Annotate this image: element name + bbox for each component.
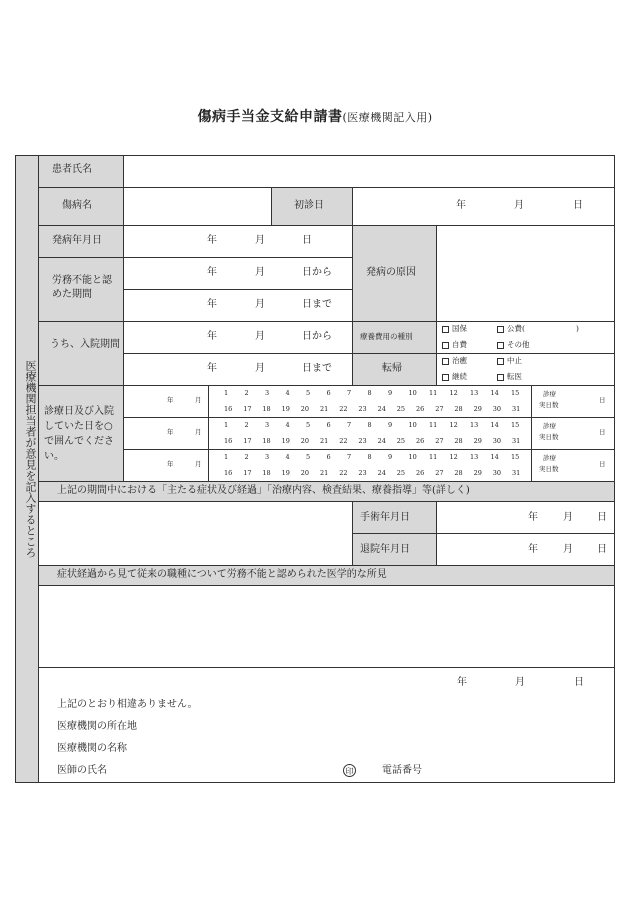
calendar-day[interactable]: 26 bbox=[416, 405, 425, 413]
calendar-day[interactable]: 13 bbox=[470, 421, 479, 429]
calendar-year: 年 bbox=[167, 428, 174, 436]
phone-field[interactable] bbox=[440, 761, 600, 779]
confirm-statement: 上記のとおり相違ありません。 bbox=[57, 699, 198, 710]
cert-day: 日 bbox=[574, 677, 584, 688]
medical-opinion-header: 症状経過から見て従来の職種について労務不能と認められた医学的な所見 bbox=[57, 569, 387, 580]
hospital-from-year: 年 bbox=[207, 331, 217, 342]
calendar-month: 月 bbox=[195, 460, 202, 468]
visit-dates-label: 診療日及び入院していた日を○で囲んでください。 bbox=[44, 406, 114, 462]
hospital-period-label: うち、入院期間 bbox=[50, 339, 120, 350]
calendar-day[interactable]: 20 bbox=[300, 405, 310, 413]
fee-public-close: ) bbox=[576, 324, 579, 333]
hospital-from-day: 日から bbox=[302, 331, 332, 342]
calendar-day[interactable]: 14 bbox=[490, 389, 499, 397]
calendar-day[interactable]: 15 bbox=[511, 389, 520, 397]
fee-type-label: 療養費用の種別 bbox=[360, 332, 413, 341]
incapacity-from-year: 年 bbox=[207, 267, 217, 278]
institution-name-field[interactable] bbox=[160, 739, 600, 757]
calendar-day[interactable]: 15 bbox=[511, 421, 520, 429]
surgery-year: 年 bbox=[528, 512, 538, 523]
calendar-day[interactable]: 1 bbox=[224, 389, 229, 397]
calendar-day[interactable]: 24 bbox=[377, 437, 386, 445]
calendar-day[interactable]: 4 bbox=[285, 389, 290, 397]
calendar-day[interactable]: 15 bbox=[511, 453, 520, 461]
calendar-day[interactable]: 6 bbox=[326, 389, 331, 397]
calendar-month: 月 bbox=[195, 396, 202, 404]
calendar-day[interactable]: 18 bbox=[262, 405, 271, 413]
side-label: 医療機関担当者が意見を記入するところ bbox=[24, 360, 37, 558]
calendar-day[interactable]: 1 bbox=[224, 421, 229, 429]
vline bbox=[38, 155, 39, 783]
calendar-day[interactable]: 3 bbox=[265, 389, 270, 397]
calendar-day[interactable]: 18 bbox=[262, 469, 271, 477]
medical-opinion-field[interactable] bbox=[39, 586, 614, 666]
calendar-day[interactable]: 23 bbox=[358, 437, 367, 445]
first-visit-year: 年 bbox=[456, 200, 466, 211]
calendar-year: 年 bbox=[167, 396, 174, 404]
discharge-date-field[interactable] bbox=[437, 534, 614, 564]
calendar-day[interactable]: 27 bbox=[435, 405, 444, 413]
calendar-day[interactable]: 2 bbox=[244, 453, 249, 461]
phone-label: 電話番号 bbox=[382, 765, 422, 776]
calendar-day[interactable]: 10 bbox=[408, 453, 417, 461]
calendar-day[interactable]: 31 bbox=[512, 469, 521, 477]
calendar-day[interactable]: 28 bbox=[454, 405, 463, 413]
incapacity-from-day: 日から bbox=[302, 267, 332, 278]
institution-location-label: 医療機関の所在地 bbox=[57, 721, 137, 732]
calendar-day[interactable]: 7 bbox=[347, 421, 352, 429]
onset-day: 日 bbox=[302, 235, 312, 246]
calendar-day[interactable]: 2 bbox=[244, 421, 249, 429]
incapacity-until-year: 年 bbox=[207, 299, 217, 310]
outcome-option-label: 中止 bbox=[507, 356, 522, 365]
fee-option-self[interactable] bbox=[442, 341, 467, 349]
calendar-row bbox=[123, 449, 615, 481]
calendar-day[interactable]: 28 bbox=[454, 469, 463, 477]
calendar-day[interactable]: 21 bbox=[320, 437, 329, 445]
calendar-day[interactable]: 29 bbox=[473, 405, 482, 413]
symptoms-field[interactable] bbox=[39, 502, 351, 564]
surgery-day: 日 bbox=[597, 512, 607, 523]
fee-option-label: 公費( bbox=[507, 324, 525, 333]
hospital-until-day: 日まで bbox=[302, 363, 332, 374]
fee-option-label: 自費 bbox=[452, 340, 467, 349]
calendar-day[interactable]: 12 bbox=[449, 421, 458, 429]
discharge-date-label: 退院年月日 bbox=[360, 544, 410, 555]
calendar-day[interactable]: 5 bbox=[306, 453, 311, 461]
calendar-day[interactable]: 16 bbox=[224, 437, 233, 445]
outcome-option-label: 継続 bbox=[452, 372, 467, 381]
hline bbox=[38, 565, 615, 566]
incapacity-until-day: 日まで bbox=[302, 299, 332, 310]
calendar-day[interactable]: 26 bbox=[416, 469, 425, 477]
calendar-day[interactable]: 4 bbox=[285, 453, 290, 461]
surgery-month: 月 bbox=[563, 512, 573, 523]
hline bbox=[38, 481, 615, 482]
fee-option-public[interactable] bbox=[497, 325, 525, 333]
calendar-day[interactable]: 17 bbox=[243, 437, 252, 445]
calendar-day[interactable]: 25 bbox=[396, 437, 406, 445]
outcome-option-cured[interactable] bbox=[442, 357, 467, 365]
institution-name-label: 医療機関の名称 bbox=[57, 743, 127, 754]
disease-name-field[interactable] bbox=[124, 188, 270, 224]
incapacity-from-month: 月 bbox=[255, 267, 265, 278]
calendar-day[interactable]: 19 bbox=[281, 405, 290, 413]
outcome-option-transfer[interactable] bbox=[497, 373, 522, 381]
calendar-day[interactable]: 6 bbox=[326, 421, 331, 429]
calendar-day[interactable]: 16 bbox=[224, 405, 233, 413]
checkbox-icon bbox=[442, 374, 449, 381]
visit-days-unit: 日 bbox=[599, 428, 606, 436]
first-visit-label: 初診日 bbox=[294, 200, 324, 211]
calendar-day[interactable]: 22 bbox=[339, 469, 348, 477]
calendar-day[interactable]: 11 bbox=[429, 453, 438, 461]
form-title-main: 傷病手当金支給申請書 bbox=[197, 109, 343, 125]
checkbox-icon bbox=[497, 326, 504, 333]
hline bbox=[38, 667, 615, 668]
calendar-day[interactable]: 12 bbox=[449, 453, 458, 461]
patient-name-label: 患者氏名 bbox=[52, 164, 92, 175]
calendar-day[interactable]: 14 bbox=[490, 421, 499, 429]
calendar-day[interactable]: 25 bbox=[396, 405, 406, 413]
cause-field[interactable] bbox=[437, 226, 614, 320]
calendar-day[interactable]: 8 bbox=[367, 389, 372, 397]
calendar-day[interactable]: 9 bbox=[388, 389, 393, 397]
outcome-option-continuing[interactable] bbox=[442, 373, 467, 381]
hospital-until-month: 月 bbox=[255, 363, 265, 374]
fee-option-other[interactable] bbox=[497, 341, 530, 349]
calendar-day[interactable]: 3 bbox=[265, 453, 270, 461]
calendar-day[interactable]: 30 bbox=[492, 405, 502, 413]
calendar-day[interactable]: 18 bbox=[262, 437, 271, 445]
calendar-day[interactable]: 29 bbox=[473, 469, 482, 477]
calendar-day[interactable]: 21 bbox=[320, 469, 329, 477]
calendar-day[interactable]: 30 bbox=[492, 437, 502, 445]
calendar-day[interactable]: 5 bbox=[306, 389, 311, 397]
surgery-date-field[interactable] bbox=[437, 502, 614, 532]
calendar-day[interactable]: 31 bbox=[512, 405, 521, 413]
disease-name-label: 傷病名 bbox=[62, 200, 92, 211]
calendar-day[interactable]: 11 bbox=[429, 389, 438, 397]
calendar-day[interactable]: 20 bbox=[300, 437, 310, 445]
calendar-day[interactable]: 20 bbox=[300, 469, 310, 477]
onset-month: 月 bbox=[255, 235, 265, 246]
onset-date-field[interactable] bbox=[124, 226, 351, 256]
calendar-day[interactable]: 9 bbox=[388, 453, 393, 461]
fee-option-label: その他 bbox=[507, 340, 530, 349]
calendar-day[interactable]: 1 bbox=[224, 453, 229, 461]
calendar-day[interactable]: 23 bbox=[358, 469, 367, 477]
hospital-from-month: 月 bbox=[255, 331, 265, 342]
calendar-day[interactable]: 14 bbox=[490, 453, 499, 461]
first-visit-day: 日 bbox=[573, 200, 583, 211]
discharge-month: 月 bbox=[563, 544, 573, 555]
visit-days-top: 診療 bbox=[543, 422, 556, 430]
calendar-day[interactable]: 27 bbox=[435, 469, 444, 477]
calendar-day[interactable]: 28 bbox=[454, 437, 463, 445]
form-subtitle: (医療機関記入用) bbox=[342, 111, 433, 124]
visit-days-bottom: 実日数 bbox=[539, 401, 559, 409]
checkbox-icon bbox=[442, 358, 449, 365]
calendar-day[interactable]: 30 bbox=[492, 469, 502, 477]
calendar-day[interactable]: 27 bbox=[435, 437, 444, 445]
calendar-day[interactable]: 3 bbox=[265, 421, 270, 429]
visit-days-bottom: 実日数 bbox=[539, 465, 559, 473]
discharge-day: 日 bbox=[597, 544, 607, 555]
outcome-label: 転帰 bbox=[382, 363, 402, 374]
calendar-day[interactable]: 10 bbox=[408, 389, 417, 397]
calendar-day[interactable]: 7 bbox=[347, 389, 352, 397]
calendar-row bbox=[123, 385, 615, 417]
calendar-day[interactable]: 8 bbox=[367, 421, 372, 429]
vline bbox=[271, 187, 272, 225]
cert-month: 月 bbox=[515, 677, 525, 688]
doctor-name-label: 医師の氏名 bbox=[57, 765, 107, 776]
calendar-day[interactable]: 9 bbox=[388, 421, 393, 429]
calendar-day[interactable]: 31 bbox=[512, 437, 521, 445]
calendar-day[interactable]: 2 bbox=[244, 389, 249, 397]
symptoms-header: 上記の期間中における「主たる症状及び経過」「治療内容、検査結果、療養指導」等(詳しく) bbox=[57, 485, 470, 496]
outcome-option-label: 転医 bbox=[507, 372, 522, 381]
calendar-day[interactable]: 8 bbox=[367, 453, 372, 461]
checkbox-icon bbox=[442, 342, 449, 349]
onset-date-label: 発病年月日 bbox=[52, 235, 102, 246]
doctor-name-field[interactable] bbox=[160, 761, 340, 779]
calendar-month: 月 bbox=[195, 428, 202, 436]
calendar-day[interactable]: 19 bbox=[281, 469, 290, 477]
calendar-day[interactable]: 22 bbox=[339, 405, 348, 413]
fee-option-label: 国保 bbox=[452, 324, 467, 333]
calendar-row bbox=[123, 417, 615, 449]
cert-year: 年 bbox=[457, 677, 467, 688]
cause-label: 発病の原因 bbox=[366, 267, 416, 278]
surgery-date-label: 手術年月日 bbox=[360, 512, 410, 523]
calendar-day[interactable]: 24 bbox=[377, 405, 386, 413]
discharge-year: 年 bbox=[528, 544, 538, 555]
institution-location-field[interactable] bbox=[160, 717, 600, 735]
visit-days-top: 診療 bbox=[543, 390, 556, 398]
visit-days-unit: 日 bbox=[599, 460, 606, 468]
calendar-day[interactable]: 13 bbox=[470, 453, 479, 461]
calendar-day[interactable]: 4 bbox=[285, 421, 290, 429]
checkbox-icon bbox=[497, 374, 504, 381]
visit-days-unit: 日 bbox=[599, 396, 606, 404]
calendar-day[interactable]: 22 bbox=[339, 437, 348, 445]
calendar-day[interactable]: 21 bbox=[320, 405, 329, 413]
patient-name-field[interactable] bbox=[124, 156, 614, 186]
calendar-day[interactable]: 26 bbox=[416, 437, 425, 445]
calendar-day[interactable]: 7 bbox=[347, 453, 352, 461]
checkbox-icon bbox=[497, 358, 504, 365]
calendar-day[interactable]: 10 bbox=[408, 421, 417, 429]
calendar-day[interactable]: 24 bbox=[377, 469, 386, 477]
checkbox-icon bbox=[497, 342, 504, 349]
calendar-day[interactable]: 25 bbox=[396, 469, 406, 477]
calendar-day[interactable]: 17 bbox=[243, 469, 252, 477]
calendar-day[interactable]: 11 bbox=[429, 421, 438, 429]
calendar-day[interactable]: 19 bbox=[281, 437, 290, 445]
first-visit-month: 月 bbox=[514, 200, 524, 211]
onset-year: 年 bbox=[207, 235, 217, 246]
visit-days-top: 診療 bbox=[543, 454, 556, 462]
calendar-day[interactable]: 17 bbox=[243, 405, 252, 413]
calendar-day[interactable]: 23 bbox=[358, 405, 367, 413]
calendar-year: 年 bbox=[167, 460, 174, 468]
outcome-option-label: 治癒 bbox=[452, 356, 467, 365]
fee-option-national[interactable] bbox=[442, 325, 467, 333]
form-title bbox=[0, 106, 630, 126]
incapacity-period-label: 労務不能と認めた期間 bbox=[52, 275, 112, 300]
calendar-day[interactable]: 13 bbox=[470, 389, 479, 397]
checkbox-icon bbox=[442, 326, 449, 333]
calendar-day[interactable]: 12 bbox=[449, 389, 458, 397]
calendar-day[interactable]: 29 bbox=[473, 437, 482, 445]
outcome-option-stopped[interactable] bbox=[497, 357, 522, 365]
seal-icon: 印 bbox=[343, 764, 356, 777]
calendar-day[interactable]: 6 bbox=[326, 453, 331, 461]
hospital-until-year: 年 bbox=[207, 363, 217, 374]
calendar-day[interactable]: 5 bbox=[306, 421, 311, 429]
visit-days-bottom: 実日数 bbox=[539, 433, 559, 441]
incapacity-until-month: 月 bbox=[255, 299, 265, 310]
calendar-day[interactable]: 16 bbox=[224, 469, 233, 477]
